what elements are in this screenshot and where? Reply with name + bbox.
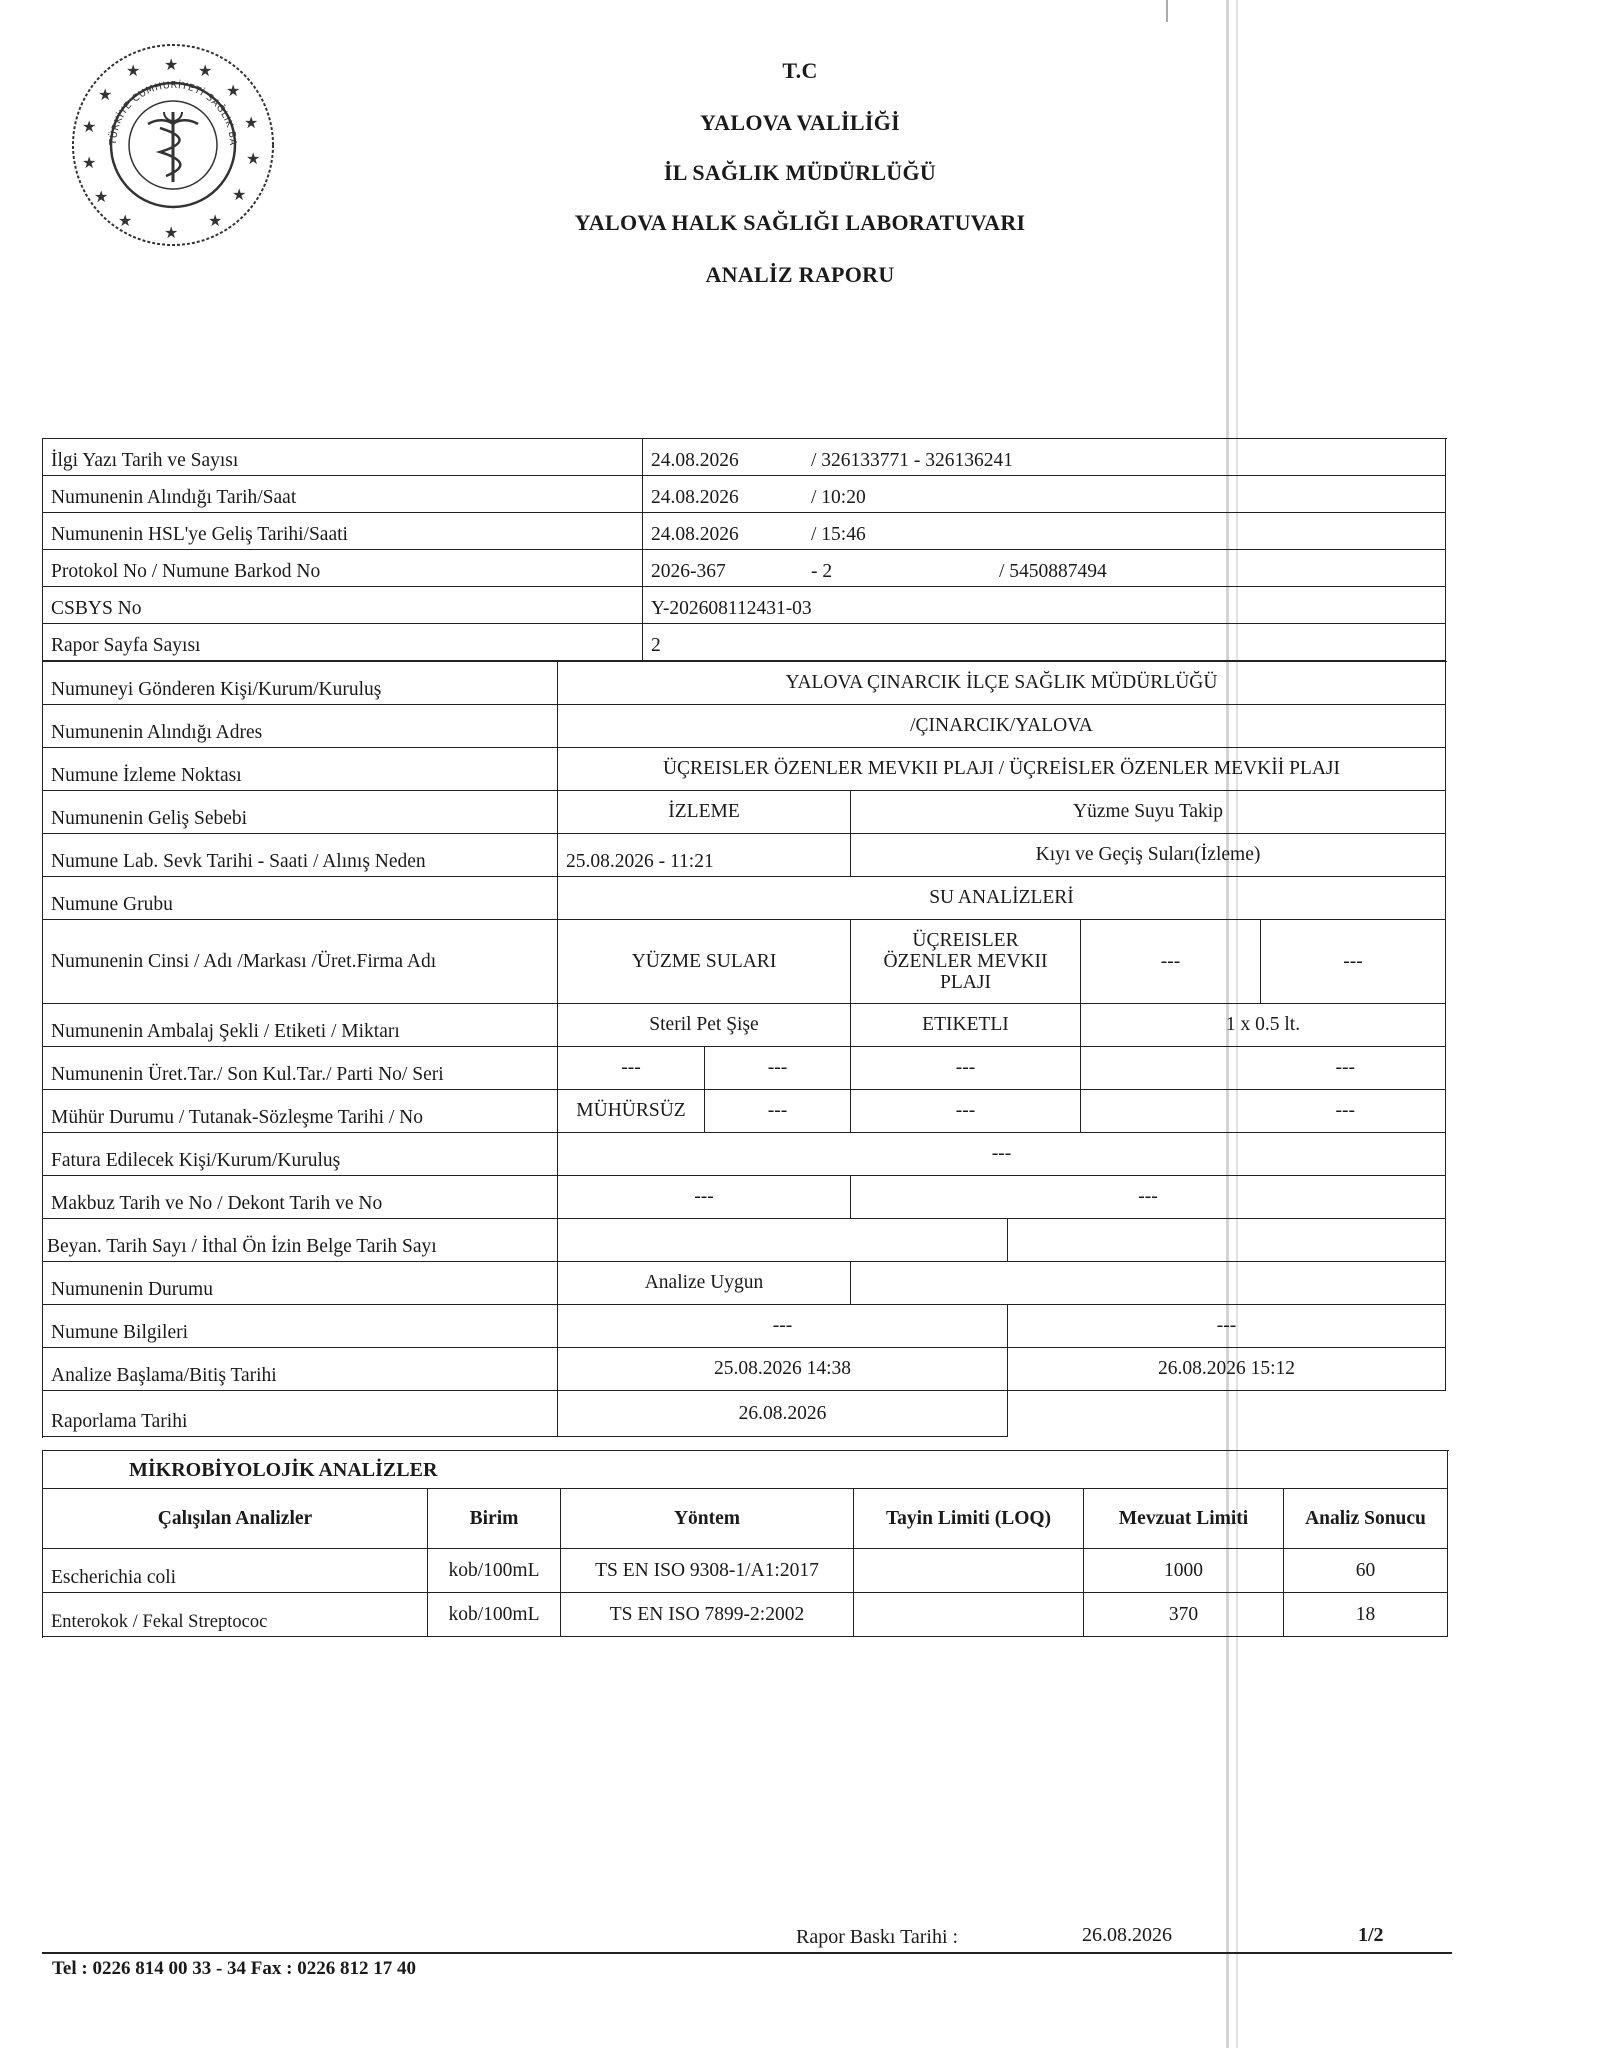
reporting-date-label: Raporlama Tarihi (43, 1391, 558, 1437)
col-header-analysis: Çalışılan Analizler (43, 1489, 428, 1549)
analysis-end-value: 26.08.2026 15:12 (1008, 1348, 1446, 1391)
table-row-entero-loq (854, 1593, 1084, 1637)
seal-value-1: MÜHÜRSÜZ (558, 1090, 705, 1133)
declaration-value-2 (1008, 1219, 1446, 1262)
row-page-count-value: 2 (643, 624, 1446, 661)
ship-reason-value: Kıyı ve Geçiş Suları(İzleme) (851, 834, 1446, 877)
receipt-value-1: --- (558, 1176, 851, 1219)
group-value: SU ANALİZLERİ (558, 877, 1446, 920)
package-value-3: 1 x 0.5 lt. (1081, 1004, 1446, 1047)
table-row-entero-name: Enterokok / Fekal Streptococ (43, 1593, 428, 1637)
footer-divider (42, 1952, 1452, 1954)
sample-info-label: Numune Bilgileri (43, 1305, 558, 1348)
type-value-3: --- (1081, 920, 1261, 1004)
production-value-4: --- (1081, 1047, 1446, 1090)
sample-info-value-1: --- (558, 1305, 1008, 1348)
svg-text:★: ★ (198, 63, 213, 80)
row-sample-date-value: 24.08.2026 / 10:20 (643, 476, 1446, 513)
col-header-unit: Birim (428, 1489, 561, 1549)
reporting-date-value: 26.08.2026 (558, 1391, 1008, 1437)
row-arrival-label: Numunenin HSL'ye Geliş Tarihi/Saati (43, 513, 643, 550)
logo-text: TÜRKİYE CUMHURİYETİ SAĞLIK BA (107, 79, 239, 147)
svg-text:★: ★ (246, 151, 261, 168)
type-value-4: --- (1261, 920, 1446, 1004)
table-row-ecoli-name: Escherichia coli (43, 1549, 428, 1593)
invoice-value: --- (558, 1133, 1446, 1176)
svg-text:★: ★ (164, 225, 179, 242)
header-laboratory: YALOVA HALK SAĞLIĞI LABORATUVARI (574, 210, 1026, 235)
analysis-dates-label: Analize Başlama/Bitiş Tarihi (43, 1348, 558, 1391)
sender-label: Numuneyi Gönderen Kişi/Kurum/Kuruluş (43, 662, 558, 705)
status-label: Numunenin Durumu (43, 1262, 558, 1305)
svg-text:★: ★ (208, 213, 223, 230)
monitoring-point-value: ÜÇREISLER ÖZENLER MEVKII PLAJI / ÜÇREİSLER ÖZENLER MEVKİİ PLAJI (558, 748, 1446, 791)
info-table-top (42, 438, 1447, 662)
status-empty-cell (851, 1262, 1446, 1305)
table-row-entero-method: TS EN ISO 7899-2:2002 (561, 1593, 854, 1637)
package-value-1: Steril Pet Şişe (558, 1004, 851, 1047)
info-table-middle (42, 661, 1447, 1438)
ship-date-value: 25.08.2026 - 11:21 (558, 834, 851, 877)
seal-value-3: --- (851, 1090, 1081, 1133)
header-report-title: ANALİZ RAPORU (705, 262, 895, 287)
declaration-value-1 (558, 1219, 1008, 1262)
microbiology-title: MİKROBİYOLOJİK ANALİZLER (43, 1451, 1448, 1489)
package-label: Numunenin Ambalaj Şekli / Etiketi / Miktarı (43, 1004, 558, 1047)
row-ilgi-label: İlgi Yazı Tarih ve Sayısı (43, 439, 643, 476)
reason-value-1: İZLEME (558, 791, 851, 834)
row-arrival-value: 24.08.2026 / 15:46 (643, 513, 1446, 550)
invoice-label: Fatura Edilecek Kişi/Kurum/Kuruluş (43, 1133, 558, 1176)
production-label: Numunenin Üret.Tar./ Son Kul.Tar./ Parti No/ Seri (43, 1047, 558, 1090)
receipt-label: Makbuz Tarih ve No / Dekont Tarih ve No (43, 1176, 558, 1219)
seal-value-4: --- (1081, 1090, 1446, 1133)
address-label: Numunenin Alındığı Adres (43, 705, 558, 748)
address-value: /ÇINARCIK/YALOVA (558, 705, 1446, 748)
reason-label: Numunenin Geliş Sebebi (43, 791, 558, 834)
row-csbys-label: CSBYS No (43, 587, 643, 624)
sender-value: YALOVA ÇINARCIK İLÇE SAĞLIK MÜDÜRLÜĞÜ (558, 662, 1446, 705)
row-page-count-label: Rapor Sayfa Sayısı (43, 624, 643, 661)
type-label: Numunenin Cinsi / Adı /Markası /Üret.Firma Adı (43, 920, 558, 1004)
table-row-ecoli-unit: kob/100mL (428, 1549, 561, 1593)
page-number: 1/2 (1358, 1924, 1384, 1946)
row-ilgi-value: 24.08.2026 / 326133771 - 326136241 (643, 439, 1446, 476)
header-governorship: YALOVA VALİLİĞİ (700, 110, 900, 135)
col-header-legal-limit: Mevzuat Limiti (1084, 1489, 1284, 1549)
table-row-ecoli-method: TS EN ISO 9308-1/A1:2017 (561, 1549, 854, 1593)
production-value-3: --- (851, 1047, 1081, 1090)
receipt-value-2: --- (851, 1176, 1446, 1219)
row-sample-date-label: Numunenin Alındığı Tarih/Saat (43, 476, 643, 513)
col-header-result: Analiz Sonucu (1284, 1489, 1448, 1549)
svg-text:★: ★ (126, 63, 141, 80)
status-value: Analize Uygun (558, 1262, 851, 1305)
table-row-ecoli-limit: 1000 (1084, 1549, 1284, 1593)
svg-text:★: ★ (118, 213, 133, 230)
svg-text:★: ★ (226, 83, 241, 100)
ministry-of-health-logo (68, 40, 278, 250)
type-value-2: ÜÇREISLER ÖZENLER MEVKII PLAJI (851, 920, 1081, 1004)
contact-info: Tel : 0226 814 00 33 - 34 Fax : 0226 812 17 40 (52, 1958, 416, 1979)
microbiology-table (42, 1450, 1449, 1638)
declaration-label: Beyan. Tarih Sayı / İthal Ön İzin Belge Tarih Sayı (43, 1219, 558, 1262)
svg-text:★: ★ (94, 189, 109, 206)
analysis-start-value: 25.08.2026 14:38 (558, 1348, 1008, 1391)
col-header-method: Yöntem (561, 1489, 854, 1549)
reporting-empty-cell (1008, 1391, 1446, 1437)
svg-text:★: ★ (98, 87, 113, 104)
row-csbys-value: Y-202608112431-03 (643, 587, 1446, 624)
row-protocol-label: Protokol No / Numune Barkod No (43, 550, 643, 587)
header-directorate: İL SAĞLIK MÜDÜRLÜĞÜ (663, 160, 937, 185)
svg-text:★: ★ (82, 155, 97, 172)
production-value-2: --- (705, 1047, 851, 1090)
print-date-value: 26.08.2026 (1082, 1924, 1172, 1946)
table-row-entero-limit: 370 (1084, 1593, 1284, 1637)
table-row-ecoli-loq (854, 1549, 1084, 1593)
print-date-label: Rapor Baskı Tarihi : (796, 1926, 959, 1948)
group-label: Numune Grubu (43, 877, 558, 920)
seal-label: Mühür Durumu / Tutanak-Sözleşme Tarihi / No (43, 1090, 558, 1133)
production-value-1: --- (558, 1047, 705, 1090)
table-row-ecoli-result: 60 (1284, 1549, 1448, 1593)
col-header-loq: Tayin Limiti (LOQ) (854, 1489, 1084, 1549)
monitoring-point-label: Numune İzleme Noktası (43, 748, 558, 791)
svg-text:★: ★ (232, 187, 247, 204)
package-value-2: ETIKETLI (851, 1004, 1081, 1047)
sample-info-value-2: --- (1008, 1305, 1446, 1348)
reason-value-2: Yüzme Suyu Takip (851, 791, 1446, 834)
ship-date-label: Numune Lab. Sevk Tarihi - Saati / Alınış Neden (43, 834, 558, 877)
table-row-entero-unit: kob/100mL (428, 1593, 561, 1637)
row-protocol-value: 2026-367 - 2 / 5450887494 (643, 550, 1446, 587)
header-tc: T.C (782, 58, 818, 83)
seal-value-2: --- (705, 1090, 851, 1133)
table-row-entero-result: 18 (1284, 1593, 1448, 1637)
svg-text:★: ★ (164, 57, 179, 74)
type-value-1: YÜZME SULARI (558, 920, 851, 1004)
svg-text:★: ★ (244, 115, 259, 132)
svg-text:★: ★ (82, 119, 97, 136)
